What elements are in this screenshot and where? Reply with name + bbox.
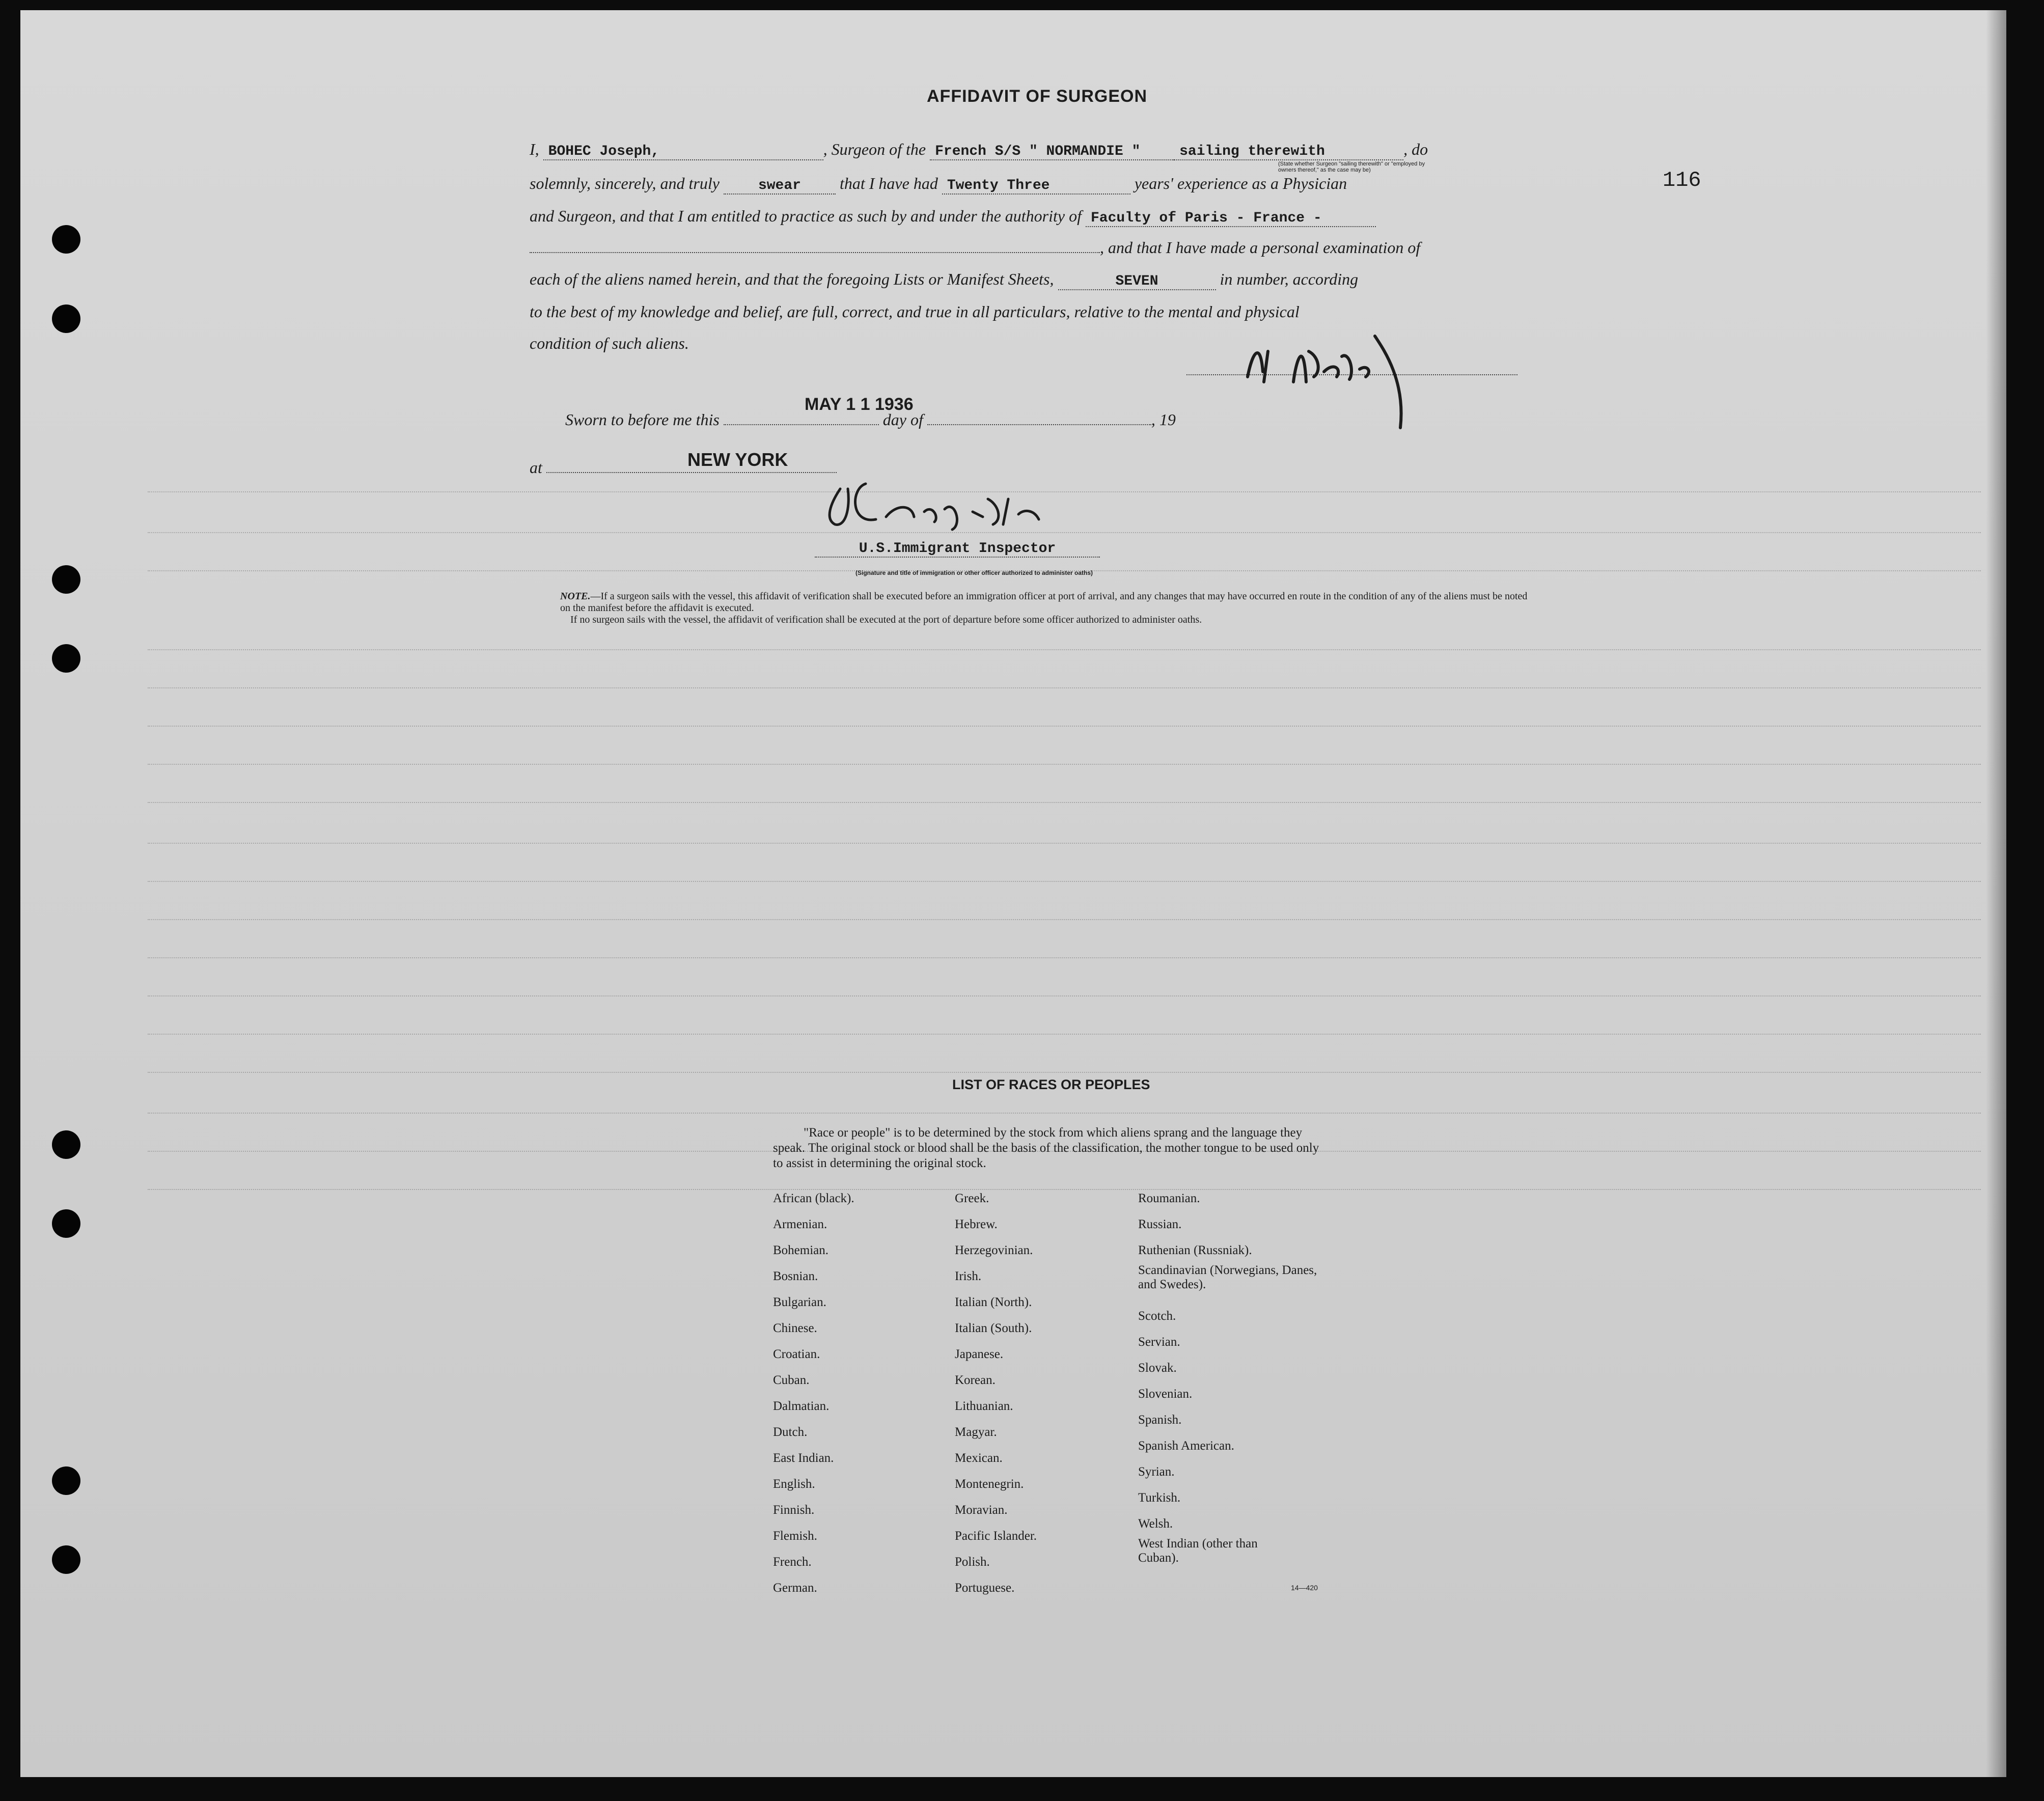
line6-text: to the best of my knowledge and belief, are full, correct, and true in all particulars, relative to the mental and physical [530, 302, 1300, 321]
line5-suffix: in number, according [1220, 270, 1359, 288]
race-item: Croatian. [773, 1347, 820, 1361]
years-field: Twenty Three [942, 178, 1130, 195]
race-item: Lithuanian. [955, 1399, 1013, 1413]
race-item: French. [773, 1555, 812, 1569]
binder-hole [52, 565, 80, 594]
line1-mid: , Surgeon of the [823, 140, 926, 158]
line2-suffix: years' experience as a Physician [1134, 174, 1347, 192]
race-item: Spanish American. [1138, 1439, 1234, 1453]
race-item: East Indian. [773, 1451, 834, 1465]
race-item: Bosnian. [773, 1269, 818, 1283]
race-item: Slovak. [1138, 1361, 1177, 1375]
race-item: Montenegrin. [955, 1477, 1024, 1491]
date-stamp: MAY 1 1 1936 [805, 395, 914, 414]
relation-note: (State whether Surgeon "sailing therewith" or "employed by owners thereof," as the case may be) [1278, 161, 1425, 173]
line1-suffix: , do [1403, 140, 1428, 158]
race-item: West Indian (other than Cuban). [1138, 1537, 1258, 1565]
race-item: Armenian. [773, 1217, 827, 1231]
line7-text: condition of such aliens. [530, 334, 689, 352]
sworn-day-field [724, 424, 879, 425]
note-text-1: —If a surgeon sails with the vessel, this affidavit of verification shall be executed before an immigration officer at port of arrival, and any changes that may have occurred en route in the condition of any of the aliens must be noted on the manifest before the affidavit is executed. [560, 591, 1528, 614]
bleed-through-row [148, 822, 1981, 844]
race-item: Finnish. [773, 1503, 815, 1517]
line3-text: and Surgeon, and that I am entitled to practice as such by and under the authority of [530, 207, 1082, 225]
race-item: Irish. [955, 1269, 982, 1283]
affidavit-line-7 [530, 334, 689, 353]
race-item: Greek. [955, 1192, 989, 1205]
race-item: Flemish. [773, 1529, 817, 1543]
bleed-through-row [148, 1051, 1981, 1073]
race-item: Italian (North). [955, 1295, 1032, 1309]
authority-continuation-field [530, 252, 1100, 253]
at-line [530, 458, 837, 477]
inspector-signature [810, 468, 1115, 535]
note-label: NOTE. [560, 591, 591, 602]
bleed-through-row [148, 861, 1981, 882]
city-stamp: NEW YORK [687, 449, 788, 470]
races-column-3 [1138, 1185, 1321, 1565]
inspector-title: U.S.Immigrant Inspector [815, 541, 1100, 558]
affidavit-line-4 [530, 238, 1420, 257]
line1-prefix: I, [530, 140, 539, 158]
signature-caption: (Signature and title of immigration or other officer authorized to administer oaths) [855, 569, 1093, 576]
binder-hole [52, 225, 80, 254]
sworn-suffix: , 19 [1151, 410, 1176, 429]
race-item: Japanese. [955, 1347, 1004, 1361]
bleed-through-row [148, 975, 1981, 996]
page-number: 116 [1663, 168, 1701, 192]
bleed-through-row [148, 629, 1981, 650]
race-item: Ruthenian (Russniak). [1138, 1243, 1252, 1257]
race-item: Scandinavian (Norwegians, Danes, and Swedes). [1138, 1263, 1317, 1291]
affidavit-title: AFFIDAVIT OF SURGEON [927, 87, 1148, 106]
authority-field: Faculty of Paris - France - [1086, 210, 1376, 227]
binder-hole [52, 304, 80, 333]
note-paragraph-1 [560, 591, 1528, 614]
race-item: Turkish. [1138, 1491, 1181, 1505]
race-item: Hebrew. [955, 1217, 998, 1231]
note-block [560, 591, 1528, 626]
race-item: Dalmatian. [773, 1399, 830, 1413]
bleed-through-row [148, 667, 1981, 688]
race-item: Bulgarian. [773, 1295, 826, 1309]
surgeon-signature [1232, 321, 1467, 433]
races-title: LIST OF RACES OR PEOPLES [952, 1077, 1150, 1092]
sheet-count-field: SEVEN [1058, 273, 1216, 290]
at-prefix: at [530, 458, 542, 477]
binder-hole [52, 1130, 80, 1159]
bleed-through-row [148, 1169, 1981, 1190]
binder-hole [52, 1209, 80, 1238]
binder-hole [52, 644, 80, 673]
note-paragraph-2: If no surgeon sails with the vessel, the affidavit of verification shall be executed at the port of departure before some officer authorized to administer oaths. [570, 614, 1202, 625]
sworn-month-field [927, 424, 1151, 425]
race-item: Portuguese. [955, 1581, 1015, 1595]
race-item: African (black). [773, 1192, 854, 1205]
line2-mid: that I have had [839, 174, 938, 192]
race-item: Korean. [955, 1373, 996, 1387]
bleed-through-row [148, 937, 1981, 958]
sworn-mid: day of [882, 410, 923, 429]
bleed-through-row [148, 782, 1981, 803]
race-item: Servian. [1138, 1335, 1180, 1349]
bleed-through-row [148, 1013, 1981, 1035]
surgeon-name-field: BOHEC Joseph, [543, 144, 823, 160]
race-item: Scotch. [1138, 1309, 1176, 1323]
races-intro: "Race or people" is to be determined by the stock from which aliens sprang and the language they speak. The original stock or blood shall be the basis of the classification, the mother tongue to be used only to assist in determining the original stock. [773, 1126, 1319, 1170]
oath-field: swear [724, 178, 836, 195]
race-item: Chinese. [773, 1321, 817, 1335]
race-item: Roumanian. [1138, 1192, 1200, 1205]
race-item: Russian. [1138, 1217, 1182, 1231]
race-item: Herzegovinian. [955, 1243, 1033, 1257]
binder-hole [52, 1466, 80, 1495]
line2-prefix: solemnly, sincerely, and truly [530, 174, 720, 192]
form-number: 14—420 [1291, 1584, 1318, 1592]
bleed-through-row [148, 705, 1981, 727]
race-item: Magyar. [955, 1425, 997, 1439]
relation-field: sailing therewith [1174, 144, 1403, 160]
race-item: English. [773, 1477, 815, 1491]
races-column-1 [773, 1185, 854, 1601]
affidavit-line-5 [530, 270, 1358, 290]
affidavit-line-1 [530, 140, 1428, 160]
bleed-through-row [148, 1092, 1981, 1114]
line4-text: , and that I have made a personal examination of [1100, 238, 1421, 257]
race-item: Bohemian. [773, 1243, 829, 1257]
race-item: Slovenian. [1138, 1387, 1193, 1401]
vessel-field: French S/S " NORMANDIE " [930, 144, 1174, 160]
race-item: German. [773, 1581, 817, 1595]
bleed-through-row [148, 899, 1981, 920]
race-item: Polish. [955, 1555, 990, 1569]
bleed-through-row [148, 743, 1981, 765]
affidavit-line-3 [530, 207, 1376, 227]
affidavit-line-6 [530, 302, 1300, 321]
races-column-2 [955, 1185, 1037, 1601]
race-item: Syrian. [1138, 1465, 1175, 1479]
race-item: Mexican. [955, 1451, 1003, 1465]
race-item: Pacific Islander. [955, 1529, 1037, 1543]
binder-hole [52, 1545, 80, 1574]
page-edge-shadow [1986, 10, 2006, 1777]
at-place-field [546, 472, 837, 473]
affidavit-line-2 [530, 174, 1347, 195]
sworn-prefix: Sworn to before me this [565, 410, 720, 429]
race-item: Italian (South). [955, 1321, 1032, 1335]
race-item: Cuban. [773, 1373, 810, 1387]
race-item: Spanish. [1138, 1413, 1182, 1427]
race-item: Dutch. [773, 1425, 808, 1439]
race-item: Moravian. [955, 1503, 1008, 1517]
race-item: Welsh. [1138, 1517, 1173, 1531]
line5-prefix: each of the aliens named herein, and that the foregoing Lists or Manifest Sheets, [530, 270, 1054, 288]
document-page [20, 10, 2006, 1777]
